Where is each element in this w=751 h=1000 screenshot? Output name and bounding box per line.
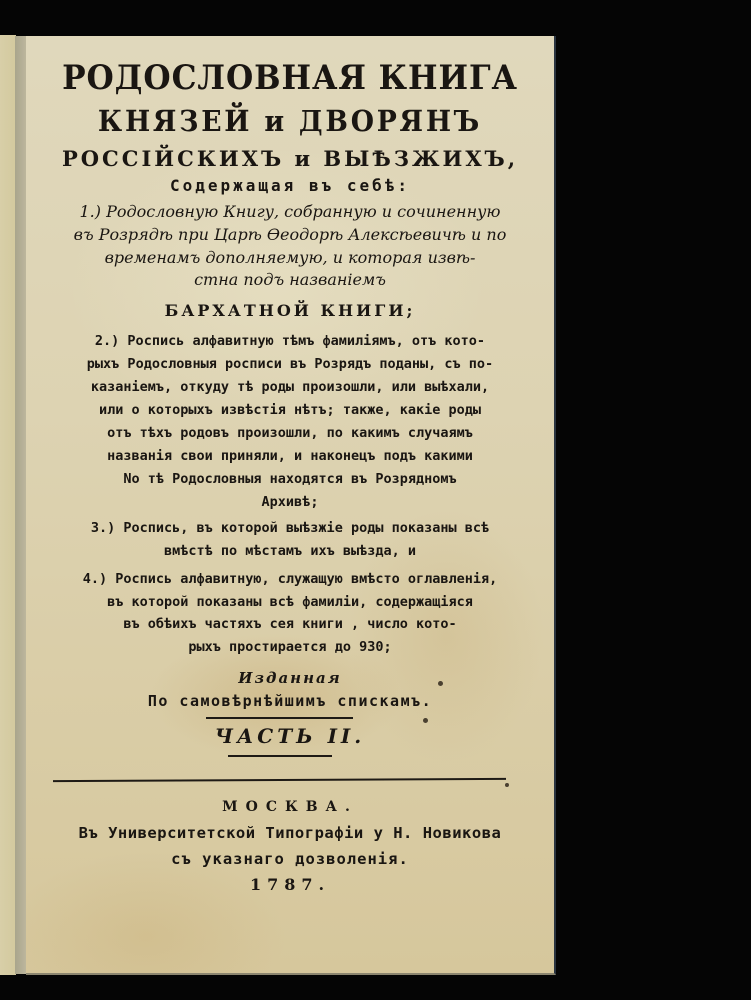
item-2-line: 2.) Роспись алфавитную тѣмъ фамиліямъ, отъ кото- <box>94 333 486 349</box>
title-line-3: РОССІЙСКИХЪ и ВЫѢЗЖИХЪ, <box>61 146 519 171</box>
item-1-line: временамъ дополняемую, и которая извѣ- <box>104 248 476 267</box>
item-2-line: названія свои приняли, и наконецъ подъ какими <box>107 448 473 464</box>
paper-speck <box>505 783 509 787</box>
imprint-year: 1787. <box>249 875 331 894</box>
paper-speck <box>423 718 428 723</box>
item-1-line: 1.) Родословную Книгу, собранную и сочиненную <box>79 202 501 221</box>
item-4-line: въ которой показаны всѣ фамиліи, содержащіяся <box>107 594 473 610</box>
item-2-line: казаніемъ, откуду тѣ роды произошли, или выѣхали, <box>90 379 490 395</box>
item-1-line: стна подъ названіемъ <box>194 270 386 289</box>
divider-rule <box>228 755 332 757</box>
item-1-line: въ Розрядѣ при Царѣ Ѳеодорѣ Алексѣевичѣ и по <box>73 225 507 244</box>
item-3-line: 3.) Роспись, въ которой выѣзжіе роды показаны всѣ <box>90 520 490 536</box>
facing-page-edge <box>0 35 16 975</box>
imprint-printer: Въ Университетской Типографіи у Н. Новикова <box>78 824 502 842</box>
imprint-permission: съ указнаго дозволенія. <box>171 850 409 868</box>
item-4-line: въ обѣихъ частяхъ сея книги , число кото- <box>123 616 457 632</box>
item-3-line: вмѣстѣ по мѣстамъ ихъ выѣзда, и <box>164 543 416 559</box>
part-number: ЧАСТЬ II. <box>214 724 366 748</box>
paper-speck <box>438 681 443 686</box>
velvet-book-heading: БАРХАТНОЙ КНИГИ; <box>164 301 416 320</box>
imprint-divider-rule <box>53 778 506 782</box>
divider-rule <box>206 717 353 719</box>
item-2-line: или о которыхъ извѣстія нѣтъ; также, какіе роды <box>98 402 481 418</box>
published-label: Изданная <box>238 669 342 687</box>
source-lists-line: По самовѣрнѣйшимъ спискамъ. <box>147 692 433 710</box>
item-2-line: No тѣ Родословныя находятся въ Розрядномъ <box>123 471 457 487</box>
title-page <box>26 36 556 975</box>
item-2-line: отъ тѣхъ родовъ произошли, по какимъ случаямъ <box>107 425 473 441</box>
item-2-line: рыхъ Родословныя росписи въ Розрядъ поданы, съ по- <box>86 356 494 372</box>
imprint-city: МОСКВА. <box>222 799 358 815</box>
title-line-1: РОДОСЛОВНАЯ КНИГА <box>62 58 518 98</box>
title-line-2: КНЯЗЕЙ и ДВОРЯНЪ <box>97 104 483 138</box>
item-4-line: рыхъ простирается до 930; <box>188 639 392 655</box>
contains-heading: Содержащая въ себѣ: <box>169 176 411 195</box>
item-2-line: Архивѣ; <box>261 494 319 510</box>
item-4-line: 4.) Роспись алфавитную, служащую вмѣсто оглавленія, <box>82 571 498 587</box>
